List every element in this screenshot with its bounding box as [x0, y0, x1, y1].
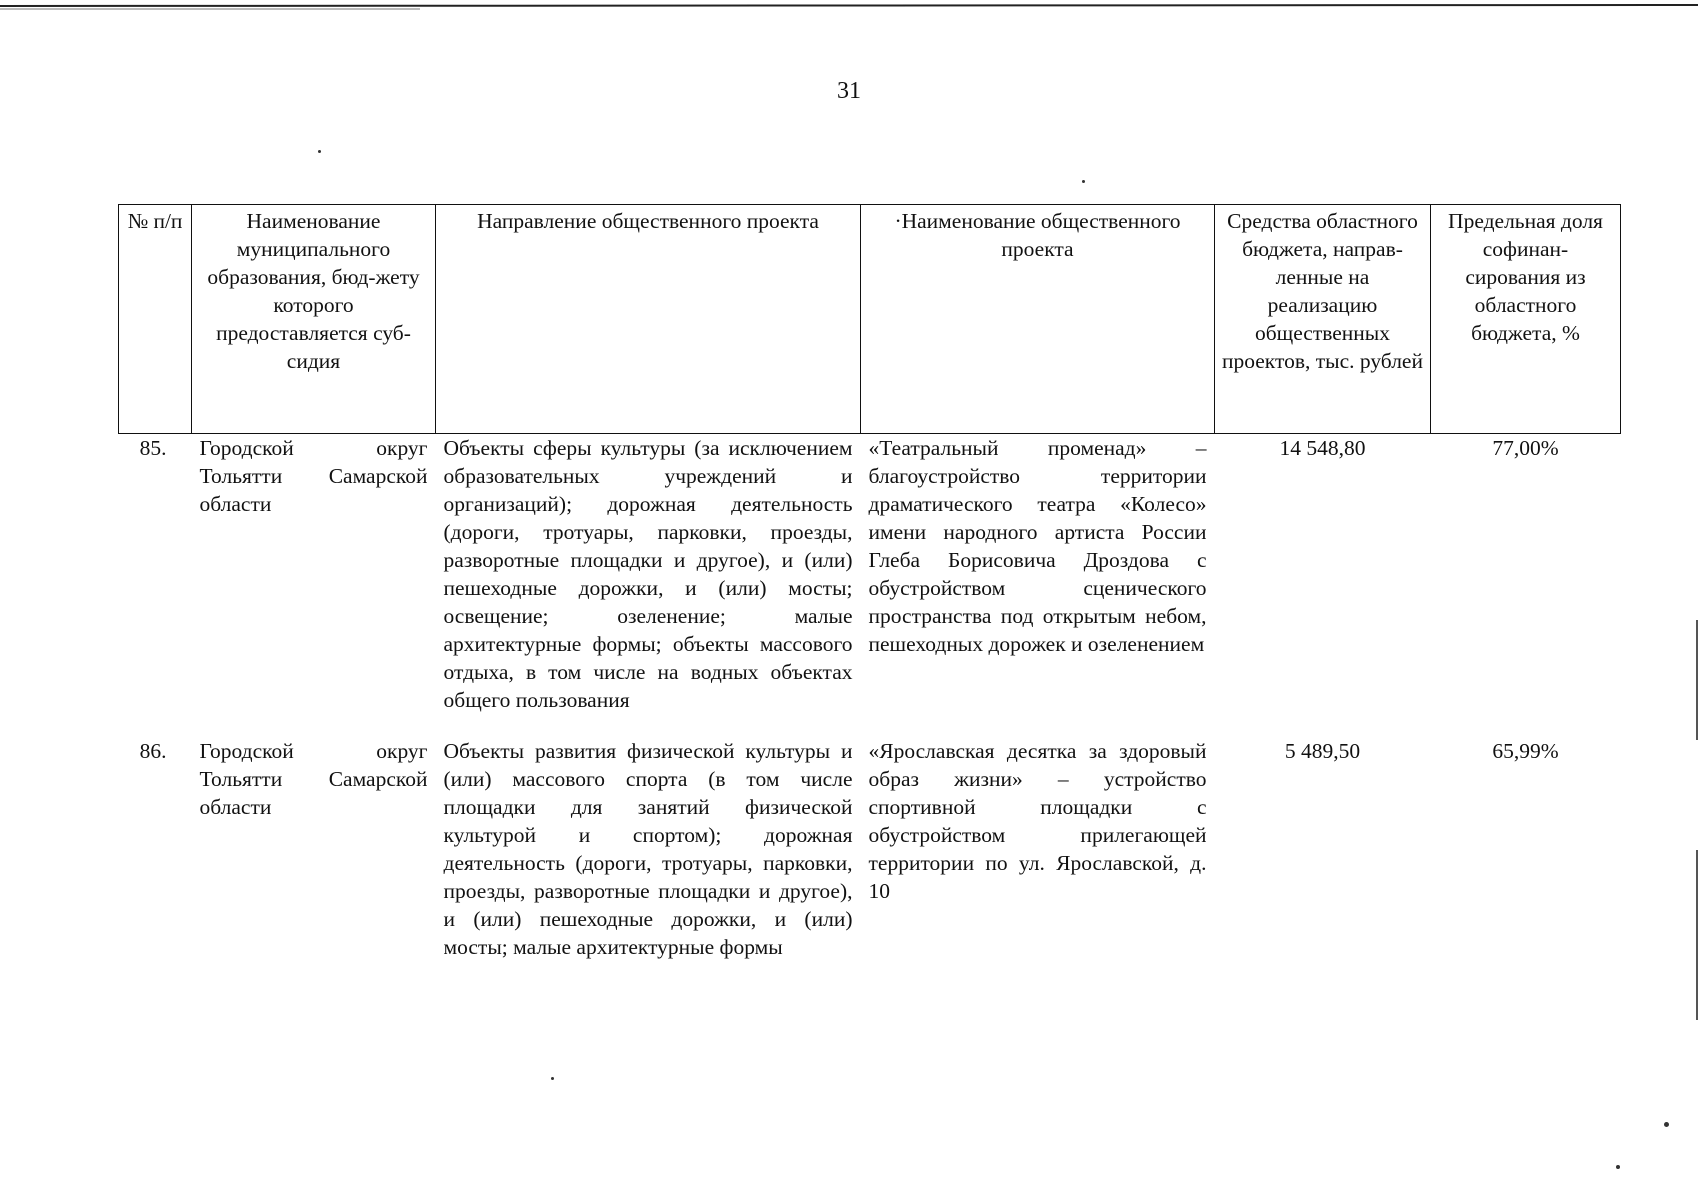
col-header-project-name: ·Наименование общественного проекта: [861, 205, 1215, 434]
budget-funds-cell: 14 548,80: [1279, 436, 1366, 460]
budget-funds-cell: 5 489,50: [1284, 739, 1361, 763]
row-number: 85.: [139, 436, 167, 460]
scan-edge-line: [0, 0, 1698, 12]
col-header-cofinancing-share: Предельная доля софинан-сирования из областного бюджета, %: [1431, 205, 1621, 434]
cofinancing-share-cell: 77,00%: [1492, 436, 1559, 460]
page-number: 31: [837, 78, 861, 104]
subsidy-table: [118, 204, 1621, 1017]
col-header-direction: Направление общественного проекта: [436, 205, 861, 434]
table-row: [119, 737, 1621, 1017]
table-header-row: [119, 205, 1621, 434]
direction-cell: Объекты сферы культуры (за исключением образовательных учреждений и организаций); дорожная деятельность (дороги, тротуары, парковки, проезды, разворотные площадки и другое), и (или) пешеходные дорожки, и (или) мосты; освещение; озеленение; малые архитектурные формы; объекты массового отдыха, в том числе на водных объектах общего пользования: [443, 436, 853, 712]
municipality-cell: Городской округ Тольятти Самарской области: [199, 739, 428, 819]
scan-speck: [1664, 1122, 1669, 1127]
col-header-municipality: Наименование муниципального образования, бюд-жету которого предоставляется суб-сидия: [192, 205, 436, 434]
municipality-cell: Городской округ Тольятти Самарской области: [199, 436, 428, 516]
scan-speck: [1616, 1165, 1620, 1169]
scan-speck: [551, 1077, 554, 1080]
cofinancing-share-cell: 65,99%: [1492, 739, 1559, 763]
row-number: 86.: [139, 739, 167, 763]
scan-speck: [318, 150, 321, 153]
project-name-cell: «Ярославская десятка за здоровый образ жизни» – устройство спортивной площадки с обустройством прилегающей территории по ул. Ярославской, д. 10: [868, 739, 1207, 903]
direction-cell: Объекты развития физической культуры и (или) массового спорта (в том числе площадки для занятий физической культурой и спортом); дорожная деятельность (дороги, тротуары, парковки, проезды, разворотные площадки и другое), и (или) пешеходные дорожки, и (или) мосты; малые архитектурные формы: [443, 739, 853, 959]
scan-speck: [1082, 180, 1085, 183]
project-name-cell: «Театральный променад» – благоустройство территории драматического театра «Колесо» имени народного артиста России Глеба Борисовича Дроздова с обустройством сценического пространства под открытым небом, пешеходных дорожек и озеленением: [868, 436, 1207, 656]
table-row: [119, 434, 1621, 738]
col-header-number: № п/п: [119, 205, 192, 434]
col-header-budget-funds: Средства областного бюджета, направ-ленные на реализацию общественных проектов, тыс. рублей: [1215, 205, 1431, 434]
